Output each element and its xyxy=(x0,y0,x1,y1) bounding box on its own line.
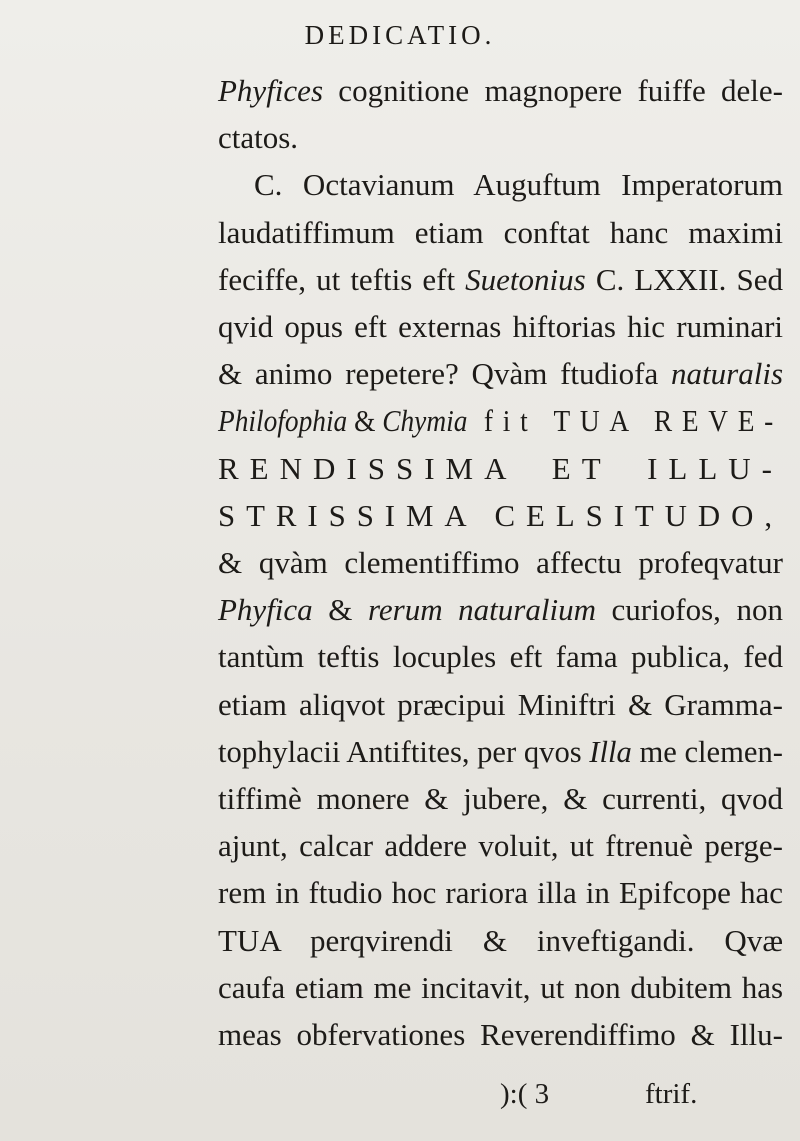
text-run: qvid opus eft externas hiftorias hic ruminari xyxy=(218,309,784,344)
text-line xyxy=(0,634,800,680)
text-run: Illa xyxy=(589,733,632,769)
text-run: rerum naturalium xyxy=(367,592,596,628)
text-run: C. Octavianum Auguftum Imperatorum xyxy=(254,167,784,203)
text-run: Phyfica xyxy=(218,592,313,628)
page-footer xyxy=(0,1078,800,1118)
running-header: DEDICATIO. xyxy=(304,20,496,50)
text-line xyxy=(0,68,800,114)
text-run: C. LXXII. Sed xyxy=(585,261,784,297)
text-line xyxy=(0,446,800,492)
text-run: & xyxy=(347,403,383,439)
text-run: caufa etiam me incitavit, ut non dubitem has xyxy=(218,969,784,1005)
text-line xyxy=(0,823,800,869)
text-run: feciffe, ut teftis eft xyxy=(218,261,466,297)
text-run: ajunt, calcar addere voluit, ut ftrenuè perge- xyxy=(218,828,783,864)
text-run: ctatos. xyxy=(218,120,299,156)
text-run: tiffimè monere & jubere, & currenti, qvod xyxy=(218,781,784,816)
text-line xyxy=(0,351,800,397)
text-run: fit TUA REVE- xyxy=(467,403,784,439)
text-run: etiam aliqvot præcipui Miniftri & Gramma- xyxy=(218,686,783,722)
text-run: Suetonius xyxy=(465,261,586,297)
text-run: STRISSIMA CELSITUDO, xyxy=(218,497,783,533)
text-line xyxy=(0,257,800,303)
text-line xyxy=(0,162,800,208)
text-line xyxy=(0,965,800,1011)
text-line xyxy=(0,870,800,916)
text-line xyxy=(0,1012,800,1058)
text-run: meas obfervationes Reverendiffimo & Illu- xyxy=(218,1017,783,1052)
text-run: curiofos, non xyxy=(595,592,783,628)
text-run: TUA perqvirendi & inveftigandi. Qvæ xyxy=(218,922,783,958)
text-line xyxy=(0,398,800,444)
text-line xyxy=(0,918,800,964)
text-run: & animo repetere? Qvàm ftudiofa xyxy=(218,356,672,392)
text-line xyxy=(0,210,800,256)
text-run: tantùm teftis locuples eft fama publica, fed xyxy=(218,639,784,675)
text-run: RENDISSIMA ET ILLU- xyxy=(218,450,783,486)
text-run: Chymia xyxy=(382,403,468,439)
catchword: ftrif. xyxy=(645,1078,698,1110)
text-run: me clemen- xyxy=(631,733,783,769)
text-line xyxy=(0,776,800,822)
signature-mark: ):( 3 xyxy=(500,1078,550,1110)
text-line xyxy=(0,729,800,775)
text-run: naturalis xyxy=(671,356,784,392)
text-run: rem in ftudio hoc rariora illa in Epifcope hac xyxy=(218,875,783,911)
text-run: cognitione magnopere fuiffe dele- xyxy=(323,73,783,108)
text-line xyxy=(0,682,800,728)
text-run: laudatiffimum etiam conftat hanc maximi xyxy=(218,214,784,250)
text-run: Philofophia xyxy=(218,403,348,439)
text-line xyxy=(0,115,800,161)
text-line xyxy=(0,587,800,633)
text-run: & qvàm clementiffimo affectu profeqvatur xyxy=(218,545,783,580)
text-run: Phyfices xyxy=(218,73,324,108)
text-run: & xyxy=(312,592,368,628)
text-line xyxy=(0,493,800,539)
text-line xyxy=(0,304,800,350)
text-line xyxy=(0,540,800,586)
text-run: tophylacii Antiftites, per qvos xyxy=(218,733,590,769)
